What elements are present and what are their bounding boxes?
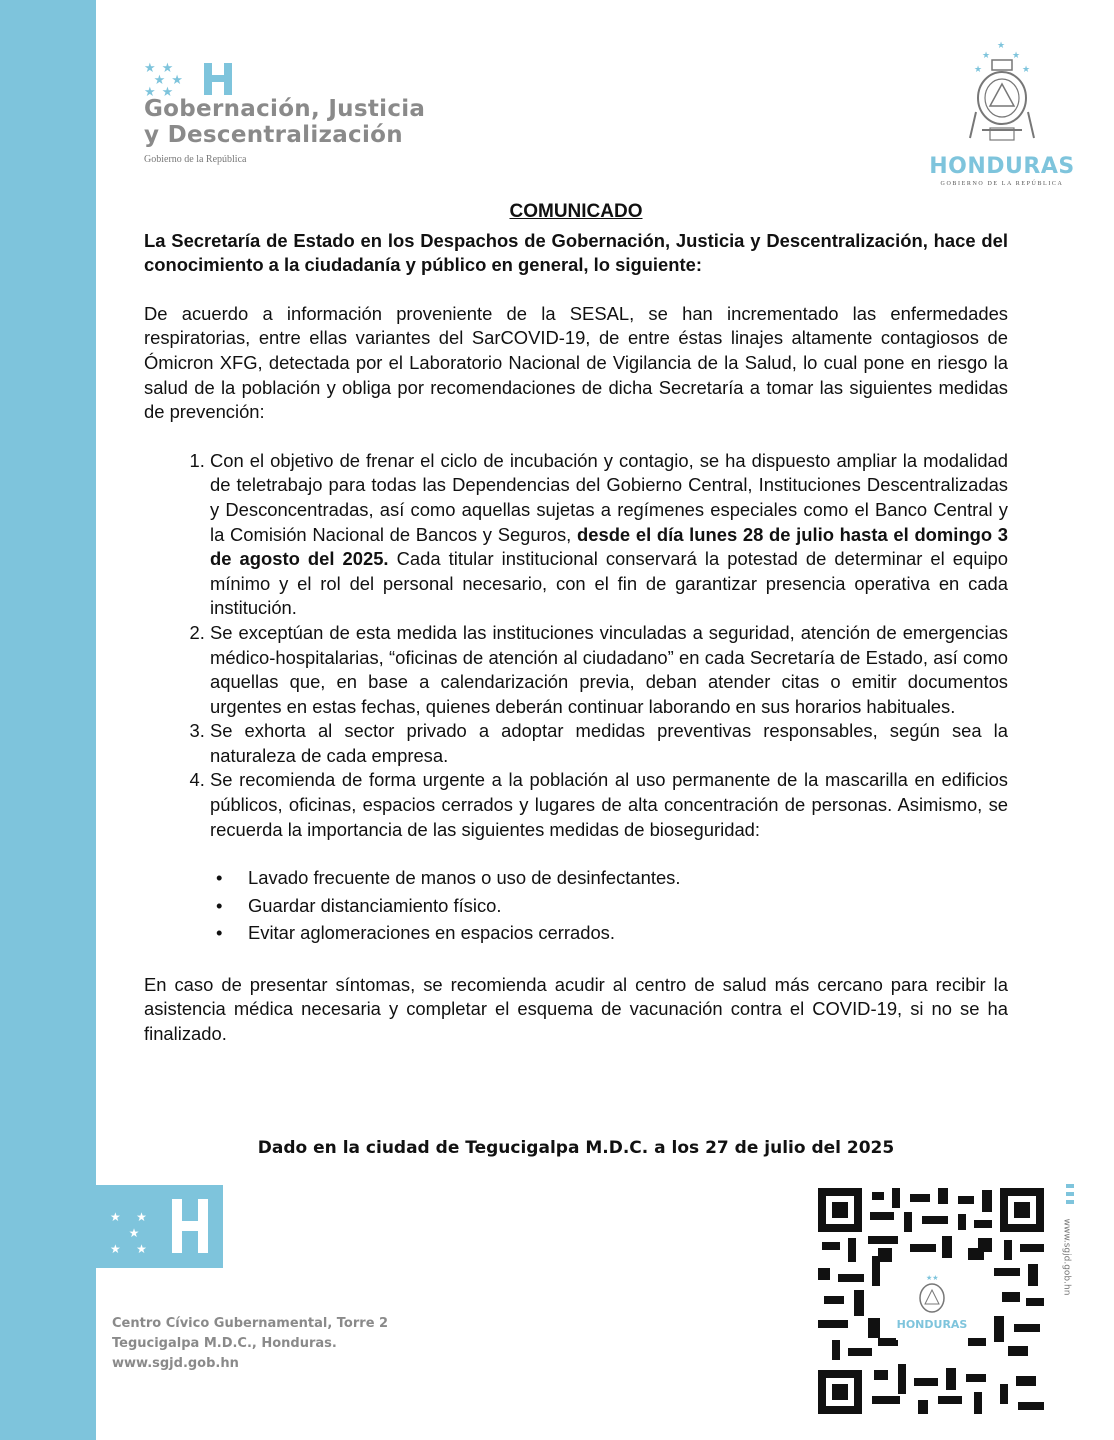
coat-of-arms-icon — [962, 38, 1042, 150]
coat-of-arms-icon — [896, 1268, 968, 1318]
ministry-subtitle: Gobierno de la República — [144, 154, 247, 165]
list-item: 4. Se recomienda de forma urgente a la población al uso permanente de la mascarilla en edificios públicos, oficinas, espacios cerrados y lugares de alta concentración de personas. Asimismo, se recuerda la importancia de las siguientes medidas de bioseguridad: — [210, 768, 1008, 842]
list-item: 3. Se exhorta al sector privado a adoptar medidas preventivas responsables, según sea la naturaleza de cada empresa. — [210, 719, 1008, 768]
list-item: • Evitar aglomeraciones en espacios cerrados. — [248, 919, 1008, 947]
intro-paragraph: La Secretaría de Estado en los Despachos de Gobernación, Justicia y Descentralización, hace del conocimiento a la ciudadanía y público en general, lo siguiente: — [144, 229, 1008, 276]
biosecurity-list — [144, 864, 1008, 947]
list-item: • Lavado frecuente de manos o uso de desinfectantes. — [248, 864, 1008, 892]
h-mark-icon — [1066, 1184, 1074, 1208]
svg-text:★★: ★★ — [926, 1274, 939, 1282]
list-item: • Guardar distanciamiento físico. — [248, 892, 1008, 920]
stars-icon: ★★ ★★ ★★ — [144, 60, 189, 99]
footer-address: Centro Cívico Gubernamental, Torre 2 Tegucigalpa M.D.C., Honduras. www.sgjd.gob.hn — [112, 1314, 388, 1374]
list-item: 1. Con el objetivo de frenar el ciclo de incubación y contagio, se ha dispuesto ampliar la modalidad de teletrabajo para todas las Dependencias del Gobierno Central, Instituciones Descentralizadas y Desconcentradas, así como aquellas sujetas a regímenes especiales como el Banco Central y la Comisión Nacional de Bancos y Seguros, desde el día lunes 28 de julio hasta el domingo 3 de agosto del 2025. Cada titular institucional conservará la potestad de determinar el equipo mínimo y el rol del personal necesario, con el fin de garantizar presencia operativa en cada institución. — [210, 449, 1008, 621]
svg-text:★: ★ — [997, 41, 1006, 51]
measures-list — [144, 449, 1008, 843]
stars-icon: ★ ★ ★ ★ ★ — [110, 1210, 153, 1256]
list-item: 2. Se exceptúan de esta medida las instituciones vinculadas a seguridad, atención de emergencias médico-hospitalarias, “oficinas de atención al ciudadano” en cada Secretaría de Estado, así como aquellas que, en base a calendarización previa, deban atender citas o emitir documentos urgentes en estas fechas, quienes deberán continuar laborando en sus horarios habituales. — [210, 621, 1008, 719]
footer-logo-block — [96, 1185, 223, 1268]
honduras-logo — [924, 38, 1080, 190]
h-logo-icon — [170, 1199, 210, 1253]
ministry-logo — [144, 60, 474, 170]
website-link[interactable]: www.sgjd.gob.hn — [112, 1356, 239, 1371]
left-sidebar-band — [0, 0, 96, 1440]
page-title: COMUNICADO — [509, 201, 643, 222]
honduras-subtitle: GOBIERNO DE LA REPÚBLICA — [940, 181, 1064, 187]
communique-body — [144, 200, 1008, 1047]
svg-text:★: ★ — [1012, 51, 1021, 61]
h-logo-icon — [202, 63, 234, 95]
svg-text:★: ★ — [974, 65, 983, 75]
svg-text:★: ★ — [1022, 65, 1031, 75]
closing-paragraph: En caso de presentar síntomas, se recomienda acudir al centro de salud más cercano para recibir la asistencia médica necesaria y completar el esquema de vacunación contra el COVID-19, si no se ha finalizado. — [144, 973, 1008, 1044]
vertical-website: www.sgjd.gob.hn — [1062, 1216, 1082, 1306]
svg-text:★: ★ — [982, 51, 991, 61]
context-paragraph: De acuerdo a información proveniente de la SESAL, se han incrementado las enfermedades respiratorias, entre ellas variantes del SarCOVID-19, de entre éstas linajes altamente contagiosos de Ómicron XFG, detectada por el Laboratorio Nacional de Vigilancia de la Salud, lo cual pone en riesgo la salud de la población y obliga por recomendaciones de dicha Secretaría a tomar las siguientes medidas de prevención: — [144, 302, 1008, 423]
honduras-name: HONDURAS — [929, 154, 1075, 179]
ministry-name: Gobernación, Justicia y Descentralización — [144, 96, 426, 148]
signature-line: Dado en la ciudad de Tegucigalpa M.D.C. a los 27 de julio del 2025 — [257, 1138, 895, 1158]
qr-center-logo: ★★ HONDURAS — [896, 1268, 968, 1340]
